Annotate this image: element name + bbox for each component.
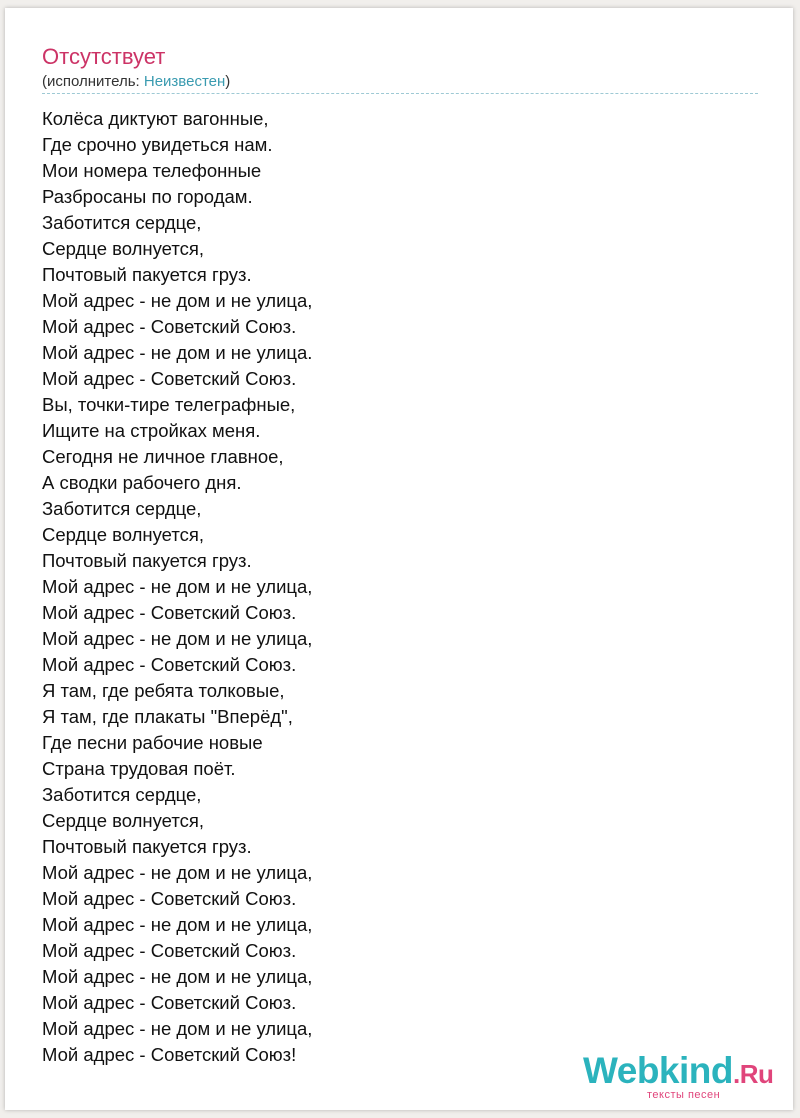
artist-link[interactable]: Неизвестен — [143, 73, 226, 90]
lyric-line: Почтовый пакуется груз. — [42, 550, 252, 571]
lyric-line: Сердце волнуется, — [42, 810, 205, 831]
title-divider — [42, 93, 758, 94]
lyric-line: Мой адрес - Советский Союз. — [42, 654, 297, 675]
lyric-line: Мой адрес - не дом и не улица, — [42, 1018, 313, 1039]
lyric-line: Почтовый пакуется груз. — [42, 264, 252, 285]
lyric-line: Заботится сердце, — [42, 784, 202, 805]
lyric-line: Мой адрес - Советский Союз. — [42, 940, 297, 961]
lyric-line: Где срочно увидеться нам. — [42, 134, 273, 155]
lyric-line: Мой адрес - Советский Союз. — [42, 992, 297, 1013]
lyric-line: Разбросаны по городам. — [42, 186, 253, 207]
lyric-line: Сегодня не личное главное, — [42, 446, 284, 467]
lyric-line: Я там, где плакаты "Вперёд", — [42, 706, 293, 727]
lyric-line: Страна трудовая поёт. — [42, 758, 236, 779]
lyrics-text — [42, 106, 312, 1068]
lyric-line: Сердце волнуется, — [42, 238, 205, 259]
logo-brand: Webkind — [583, 1050, 733, 1091]
lyric-line: Мой адрес - Советский Союз. — [42, 602, 297, 623]
lyric-line: Мои номера телефонные — [42, 160, 262, 181]
lyric-line: Мой адрес - Советский Союз. — [42, 316, 297, 337]
logo-wordmark — [583, 1051, 773, 1094]
lyric-line: Мой адрес - не дом и не улица, — [42, 914, 313, 935]
lyric-line: Сердце волнуется, — [42, 524, 205, 545]
lyric-line: Я там, где ребята толковые, — [42, 680, 285, 701]
lyric-line: Колёса диктуют вагонные, — [42, 108, 269, 129]
song-title: Отсутствует — [42, 44, 166, 69]
lyric-line: Заботится сердце, — [42, 212, 202, 233]
lyric-line: А сводки рабочего дня. — [42, 472, 242, 493]
lyric-line: Ищите на стройках меня. — [42, 420, 261, 441]
artist-suffix: ) — [225, 73, 231, 90]
lyric-line: Заботится сердце, — [42, 498, 202, 519]
lyric-line: Мой адрес - Советский Союз. — [42, 368, 297, 389]
lyric-line: Мой адрес - не дом и не улица. — [42, 342, 313, 363]
logo-tagline: тексты песен — [647, 1089, 721, 1101]
logo-tld: .Ru — [733, 1059, 774, 1089]
lyric-line: Мой адрес - не дом и не улица, — [42, 576, 313, 597]
artist-prefix: (исполнитель: — [42, 73, 144, 90]
artist-line — [42, 73, 230, 91]
lyric-line: Где песни рабочие новые — [42, 732, 263, 753]
lyric-line: Мой адрес - не дом и не улица, — [42, 862, 313, 883]
site-logo[interactable] — [583, 1051, 783, 1101]
lyric-line: Мой адрес - Советский Союз! — [42, 1044, 297, 1065]
lyric-line: Мой адрес - не дом и не улица, — [42, 966, 313, 987]
lyric-line: Вы, точки-тире телеграфные, — [42, 394, 296, 415]
lyric-line: Почтовый пакуется груз. — [42, 836, 252, 857]
lyric-line: Мой адрес - не дом и не улица, — [42, 628, 313, 649]
lyric-line: Мой адрес - не дом и не улица, — [42, 290, 313, 311]
lyric-line: Мой адрес - Советский Союз. — [42, 888, 297, 909]
